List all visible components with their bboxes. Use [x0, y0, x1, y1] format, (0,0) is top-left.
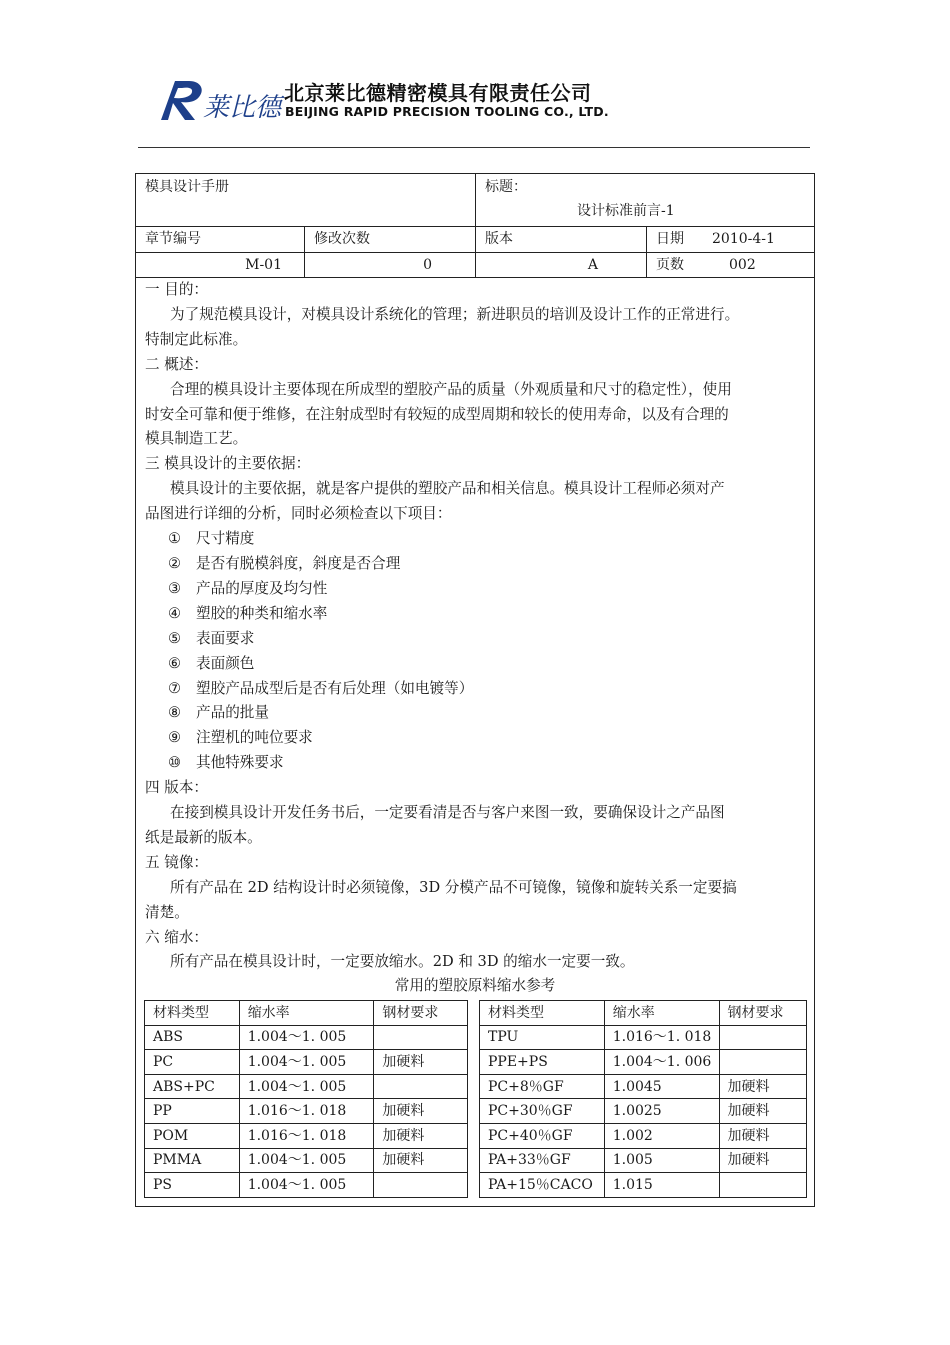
steel-cell: 加硬料	[374, 1123, 468, 1148]
company-name-en: BEIJING RAPID PRECISION TOOLING CO., LTD.	[285, 104, 609, 119]
title-label: 标题：	[485, 179, 527, 195]
list-item	[145, 652, 809, 677]
grid-line	[646, 226, 647, 277]
shrink-rate-cell: 1.016～1. 018	[239, 1123, 374, 1148]
list-text: 其他特殊要求	[196, 754, 284, 772]
material-cell: TPU	[480, 1025, 605, 1050]
revision-label: 修改次数	[314, 231, 370, 247]
version-label: 版本	[485, 231, 513, 247]
steel-cell	[374, 1025, 468, 1050]
table-row	[480, 1050, 807, 1075]
company-header	[150, 72, 670, 128]
list-number: ②	[168, 554, 182, 572]
table-row	[145, 1074, 468, 1099]
section-heading: 三 模具设计的主要依据：	[145, 455, 311, 473]
shrink-rate-cell: 1.004～1. 005	[239, 1050, 374, 1075]
list-item	[145, 701, 809, 726]
document-frame	[135, 173, 815, 1207]
paragraph: 模具制造工艺。	[145, 430, 248, 448]
section-heading: 五 镜像：	[145, 853, 209, 871]
table-row	[145, 1123, 468, 1148]
table-row	[145, 1050, 468, 1075]
document-body	[145, 278, 809, 975]
list-text: 产品的批量	[196, 704, 269, 722]
list-number: ④	[168, 604, 182, 622]
shrink-rate-cell: 1.004～1. 006	[604, 1050, 719, 1075]
list-text: 塑胶的种类和缩水率	[196, 604, 328, 622]
material-cell: ABS+PC	[145, 1074, 240, 1099]
steel-cell: 加硬料	[374, 1148, 468, 1173]
company-logo	[155, 78, 282, 123]
list-text: 塑胶产品成型后是否有后处理（如电镀等）	[196, 679, 474, 697]
table-row	[480, 1025, 807, 1050]
section-heading: 一 目的：	[145, 281, 209, 298]
date-value: 2010-4-1	[712, 231, 775, 247]
shrink-rate-cell: 1.015	[604, 1173, 719, 1198]
shrink-rate-cell: 1.016～1. 018	[239, 1099, 374, 1124]
table-row	[480, 1074, 807, 1099]
shrink-rate-cell: 1.005	[604, 1148, 719, 1173]
chapter-label: 章节编号	[145, 231, 201, 247]
section-heading: 六 缩水：	[145, 928, 209, 946]
paragraph: 所有产品在模具设计时，一定要放缩水。2D 和 3D 的缩水一定要一致。	[170, 953, 635, 971]
shrink-table-left	[144, 1000, 468, 1198]
paragraph: 时安全可靠和便于维修，在注射成型时有较短的成型周期和较长的使用寿命，以及有合理的	[145, 405, 729, 423]
material-cell: PC	[145, 1050, 240, 1075]
shrink-rate-cell: 1.016～1. 018	[604, 1025, 719, 1050]
list-number: ⑦	[168, 679, 182, 697]
steel-cell: 加硬料	[719, 1148, 806, 1173]
material-cell: PC+8％GF	[480, 1074, 605, 1099]
column-header: 缩水率	[239, 1001, 374, 1026]
shrink-table-right	[479, 1000, 807, 1198]
steel-cell	[719, 1050, 806, 1075]
company-name-cn: 北京莱比德精密模具有限责任公司	[284, 81, 592, 105]
material-cell: PS	[145, 1173, 240, 1198]
material-cell: POM	[145, 1123, 240, 1148]
table-row	[480, 1099, 807, 1124]
shrink-rate-cell: 1.004～1. 005	[239, 1074, 374, 1099]
list-item	[145, 726, 809, 751]
steel-cell	[719, 1025, 806, 1050]
material-cell: ABS	[145, 1025, 240, 1050]
list-text: 产品的厚度及均匀性	[196, 579, 328, 597]
list-number: ⑥	[168, 654, 182, 672]
shrink-rate-cell: 1.004～1. 005	[239, 1148, 374, 1173]
section-heading: 四 版本：	[145, 779, 209, 797]
list-item	[145, 602, 809, 627]
table-row	[145, 1148, 468, 1173]
steel-cell	[374, 1074, 468, 1099]
paragraph: 清楚。	[145, 903, 189, 921]
list-number: ③	[168, 579, 182, 597]
list-item	[145, 552, 809, 577]
shrink-rate-cell: 1.004～1. 005	[239, 1025, 374, 1050]
table-row	[480, 1173, 807, 1198]
material-cell: PC+40％GF	[480, 1123, 605, 1148]
paragraph: 品图进行详细的分析，同时必须检查以下项目：	[145, 505, 452, 523]
list-item	[145, 627, 809, 652]
list-item	[145, 527, 809, 552]
column-header: 材料类型	[145, 1001, 240, 1026]
title-value: 设计标准前言-1	[577, 203, 675, 219]
list-text: 是否有脱模斜度，斜度是否合理	[196, 554, 401, 572]
header-divider	[138, 147, 810, 148]
date-label: 日期	[656, 231, 684, 247]
list-item	[145, 677, 809, 702]
paragraph: 纸是最新的版本。	[145, 828, 262, 846]
logo-lettering: 莱比德	[203, 93, 282, 123]
steel-cell: 加硬料	[374, 1050, 468, 1075]
column-header: 缩水率	[604, 1001, 719, 1026]
list-text: 尺寸精度	[196, 530, 255, 548]
list-number: ⑧	[168, 704, 182, 722]
paragraph: 特制定此标准。	[145, 330, 248, 348]
table-header-row	[480, 1001, 807, 1026]
column-header: 材料类型	[480, 1001, 605, 1026]
page-label: 页数	[656, 257, 684, 273]
paragraph: 在接到模具设计开发任务书后，一定要看清是否与客户来图一致，要确保设计之产品图	[170, 804, 725, 822]
list-number: ①	[168, 530, 182, 548]
revision-value: 0	[423, 257, 432, 273]
material-cell: PC+30％GF	[480, 1099, 605, 1124]
shrink-rate-cell: 1.0025	[604, 1099, 719, 1124]
material-cell: PA+15％CACO	[480, 1173, 605, 1198]
steel-cell	[719, 1173, 806, 1198]
column-header: 钢材要求	[374, 1001, 468, 1026]
steel-cell: 加硬料	[374, 1099, 468, 1124]
list-number: ⑨	[168, 729, 182, 747]
list-number: ⑩	[168, 754, 182, 772]
list-text: 注塑机的吨位要求	[196, 729, 313, 747]
steel-cell	[374, 1173, 468, 1198]
steel-cell: 加硬料	[719, 1074, 806, 1099]
page-value: 002	[729, 257, 756, 273]
section-heading: 二 概述：	[145, 355, 209, 373]
shrink-rate-cell: 1.002	[604, 1123, 719, 1148]
table-row	[145, 1025, 468, 1050]
material-cell: PP	[145, 1099, 240, 1124]
paragraph: 为了规范模具设计，对模具设计系统化的管理；新进职员的培训及设计工作的正常进行。	[170, 305, 740, 323]
paragraph: 所有产品在 2D 结构设计时必须镜像，3D 分模产品不可镜像，镜像和旋转关系一定要搞	[170, 878, 737, 896]
list-item	[145, 577, 809, 602]
material-cell: PMMA	[145, 1148, 240, 1173]
table-row	[145, 1099, 468, 1124]
table-header-row	[145, 1001, 468, 1026]
material-cell: PPE+PS	[480, 1050, 605, 1075]
shrink-table-title: 常用的塑胶原料缩水参考	[394, 977, 556, 994]
table-row	[480, 1148, 807, 1173]
paragraph: 模具设计的主要依据，就是客户提供的塑胶产品和相关信息。模具设计工程师必须对产	[170, 480, 725, 498]
material-cell: PA+33％GF	[480, 1148, 605, 1173]
shrink-rate-cell: 1.0045	[604, 1074, 719, 1099]
paragraph: 合理的模具设计主要体现在所成型的塑胶产品的质量（外观质量和尺寸的稳定性），使用	[170, 380, 732, 398]
list-item	[145, 751, 809, 776]
list-text: 表面颜色	[196, 654, 255, 672]
version-value: A	[587, 257, 598, 273]
manual-title: 模具设计手册	[145, 179, 229, 195]
chapter-value: M-01	[245, 257, 282, 273]
shrink-rate-cell: 1.004～1. 005	[239, 1173, 374, 1198]
table-row	[480, 1123, 807, 1148]
steel-cell: 加硬料	[719, 1123, 806, 1148]
list-text: 表面要求	[196, 629, 255, 647]
list-number: ⑤	[168, 629, 182, 647]
steel-cell: 加硬料	[719, 1099, 806, 1124]
table-row	[145, 1173, 468, 1198]
column-header: 钢材要求	[719, 1001, 806, 1026]
